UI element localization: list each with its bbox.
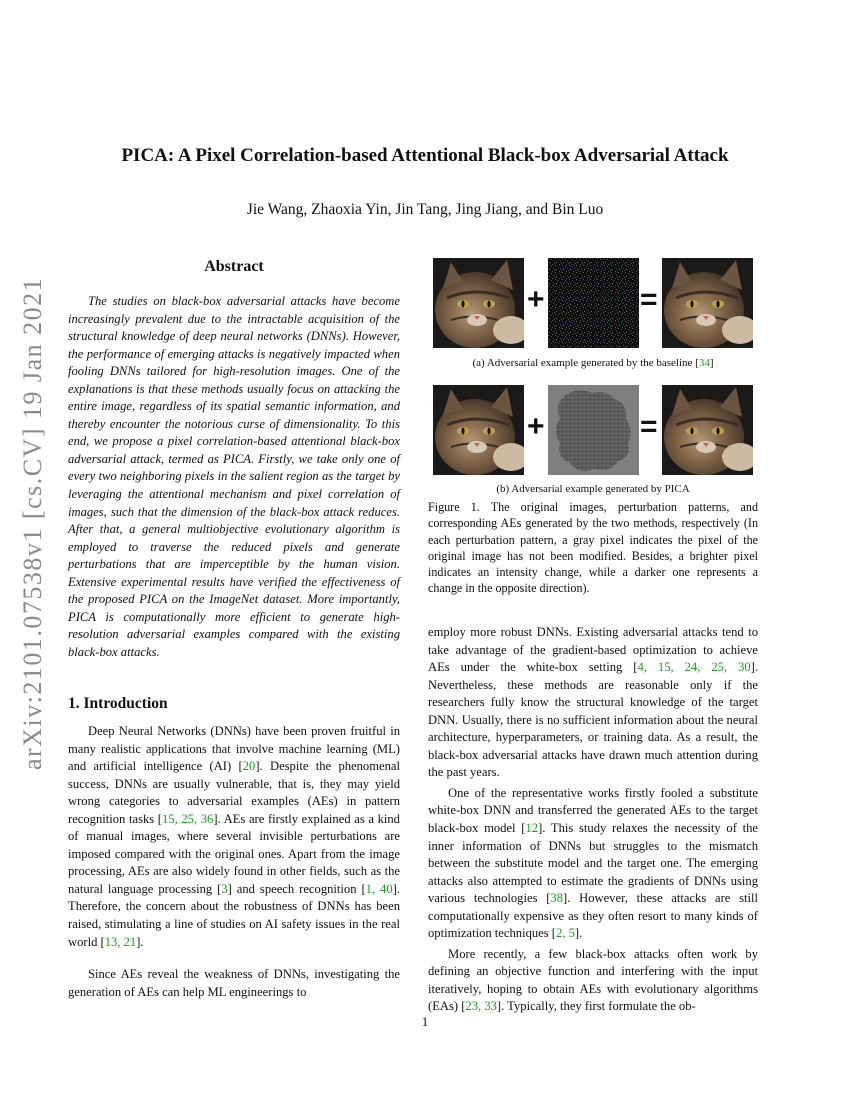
text-run: ] bbox=[709, 357, 714, 369]
citation-link[interactable]: 23, 33 bbox=[465, 999, 497, 1014]
adversarial-cat-image bbox=[662, 385, 753, 475]
text-run: ]. Despite the phenomenal success, DNNs are usually vulnerable, that is, they may yield wrong categories to adversarial examples (AEs) in pattern recognition tasks [ bbox=[68, 759, 400, 826]
arxiv-stamp-text: arXiv:2101.07538v1 [cs.CV] 19 Jan 2021 bbox=[18, 276, 47, 770]
figure-row-pica bbox=[433, 385, 753, 475]
figure-row-baseline bbox=[433, 258, 753, 348]
equals-symbol: = bbox=[640, 283, 658, 316]
text-run: ]. This study relaxes the necessity of the inner information of DNNs but struggles to the mismatch between the substitute model and the target one. The emerging attacks also attempted to estimate the gradients of DNNs using various technologies [ bbox=[428, 821, 759, 906]
figure-caption: Figure 1. The original images, perturbation patterns, and corresponding AEs generated by the two methods, respectively (In each perturbation pattern, a gray pixel indicates the pixel of the original image has not been modified. Besides, a brighter pixel indicates an intensity change, while a darker one represents a change in the opposite direction). bbox=[428, 500, 758, 596]
citation-link[interactable]: 38 bbox=[550, 891, 564, 906]
adversarial-cat-image bbox=[662, 258, 753, 348]
body-paragraph bbox=[428, 785, 758, 943]
citation-link[interactable]: 1, 40 bbox=[365, 881, 393, 896]
citation-link[interactable]: 15, 25, 36 bbox=[162, 811, 214, 826]
text-run: One of the representative works firstly fooled a substitute white-box DNN and transferred the generated AEs to the target black-box model [ bbox=[428, 785, 758, 836]
author-list: Jie Wang, Zhaoxia Yin, Jin Tang, Jing Jiang, and Bin Luo bbox=[246, 201, 604, 218]
equals-symbol: = bbox=[640, 410, 658, 443]
text-run: ]. bbox=[136, 934, 144, 949]
citation-link[interactable]: 13, 21 bbox=[104, 934, 137, 949]
original-cat-image bbox=[433, 258, 524, 348]
citation-link[interactable]: 2, 5 bbox=[556, 926, 575, 941]
page-number: 1 bbox=[421, 1014, 429, 1029]
text-run: ]. However, these attacks are still computationally expensive as they often resort to many kinds of optimization techniques [ bbox=[428, 891, 759, 941]
right-column-text bbox=[428, 624, 758, 1016]
original-cat-image bbox=[433, 385, 524, 475]
text-run: ]. Typically, they first formulate the ob- bbox=[496, 999, 696, 1014]
intro-paragraph-2: Since AEs reveal the weakness of DNNs, investigating the generation of AEs can help ML engineerings to bbox=[68, 967, 400, 999]
abstract-heading: Abstract bbox=[204, 258, 264, 275]
section-heading-introduction: 1. Introduction bbox=[68, 695, 168, 712]
plus-symbol: + bbox=[527, 283, 545, 316]
citation-link[interactable]: 3 bbox=[221, 881, 228, 896]
text-run: ]. bbox=[574, 926, 583, 941]
paper-title: PICA: A Pixel Correlation-based Attentional Black-box Adversarial Attack bbox=[121, 145, 729, 166]
text-run: ]. AEs are firstly explained as a kind of manual images, where several invisible perturbations are imposed compared with the original ones. Apart from the image processing, AEs are also widely found in other fields, such as the natural language processing [ bbox=[68, 811, 400, 896]
perturbation-pattern-salient bbox=[548, 385, 639, 475]
text-run: ]. Therefore, the concern about the robustness of DNNs has been raised, stimulating a line of studies on AI safety issues in the real world [ bbox=[68, 881, 400, 949]
text-run: employ more robust DNNs. Existing adversarial attacks tend to take advantage of the gradient-based optimization to achieve AEs under the white-box setting [ bbox=[428, 625, 758, 675]
subfigure-caption-a bbox=[433, 356, 753, 370]
abstract-body: The studies on black-box adversarial attacks have become increasingly prevalent due to the intractable acquisition of the structural knowledge of deep neural networks (DNNs). However, the performance of emerging attacks is negatively impacted when fooling DNNs tailored for high-resolution images. One of the explanations is that these methods usually focus on attacking the entire image, regardless of its spatial semantic information, and thereby encounter the notorious curse of dimensionality. To this end, we propose a pixel correlation-based attentional black-box adversarial attack, termed as PICA. Firstly, we take only one of every two neighboring pixels in the salient region as the target by leveraging the attentional mechanism and pixel correlation of images, such that the dimension of the black-box attack reduces. After that, a general multiobjective evolutionary algorithm is employed to traverse the reduced pixels and generate perturbations that are imperceptible by the human vision. Extensive experimental results have verified the effectiveness of the proposed PICA on the ImageNet dataset. More importantly, PICA is computationally more efficient to generate high-resolution adversarial examples compared with the existing black-box attacks. bbox=[68, 294, 400, 659]
arxiv-stamp bbox=[18, 276, 47, 770]
text-run: ] and speech recognition [ bbox=[227, 881, 366, 896]
citation-link[interactable]: 4, 15, 24, 25, 30 bbox=[637, 660, 751, 675]
text-run: (a) Adversarial example generated by the baseline [ bbox=[472, 357, 699, 369]
text-run: ]. Nevertheless, these methods are reasonable only if the researchers fully know the structural knowledge of the target DNN. Usually, there is no sufficient information about the neural architecture, hyperparameters, or training data. As a result, the black-box adversarial attacks have drawn much attention during the past years. bbox=[428, 660, 758, 780]
text-run: More recently, a few black-box attacks often work by defining an objective function and interfering with the input iteratively, hoping to obtain AEs with evolutionary algorithms (EAs) [ bbox=[428, 946, 758, 1014]
citation-link[interactable]: 34 bbox=[698, 357, 710, 369]
intro-paragraph-1 bbox=[68, 723, 400, 951]
text-run: Deep Neural Networks (DNNs) have been proven fruitful in many realistic applications that involve machine learning (ML) and artificial intelligence (AI) [ bbox=[68, 724, 400, 774]
body-paragraph bbox=[428, 946, 758, 1016]
perturbation-pattern-noise bbox=[548, 258, 639, 348]
body-paragraph bbox=[428, 624, 758, 782]
plus-symbol: + bbox=[527, 410, 545, 443]
subfigure-caption-b: (b) Adversarial example generated by PICA bbox=[496, 483, 690, 495]
citation-link[interactable]: 20 bbox=[242, 759, 256, 774]
citation-link[interactable]: 12 bbox=[525, 821, 539, 836]
